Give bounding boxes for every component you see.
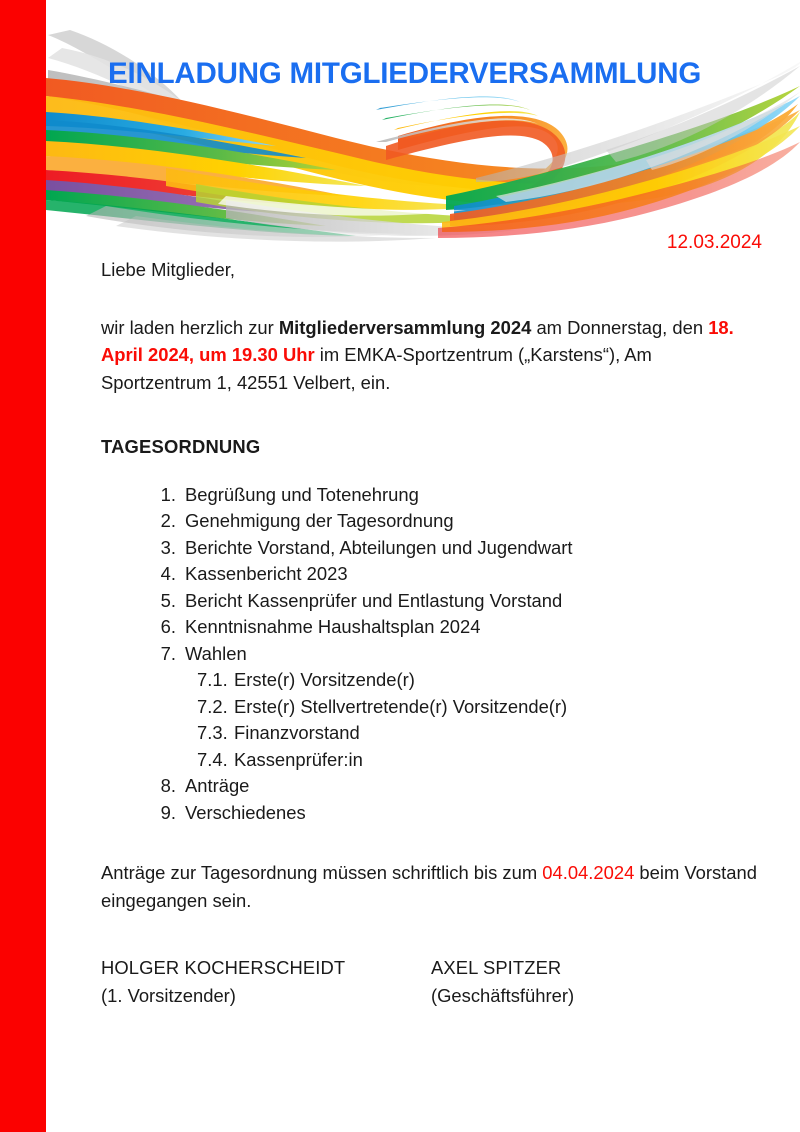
agenda-subitem-number: 7.2. xyxy=(197,695,228,717)
agenda-sublist-wahlen xyxy=(185,667,761,773)
agenda-heading: TAGESORDNUNG xyxy=(101,436,261,457)
agenda-item-number: 3. xyxy=(160,536,176,558)
agenda-subitem-label: Erste(r) Stellvertretende(r) Vorsitzende(r) xyxy=(234,695,568,717)
agenda-item-number: 9. xyxy=(160,801,176,823)
agenda-subitem xyxy=(197,720,761,747)
agenda-subitem xyxy=(197,694,761,721)
agenda-item-label: Wahlen xyxy=(185,642,247,664)
agenda-item-label: Genehmigung der Tagesordnung xyxy=(185,510,454,531)
agenda-subitem xyxy=(197,747,761,774)
invitation-paragraph xyxy=(101,314,761,397)
agenda-item xyxy=(150,614,761,641)
agenda-subitem-number: 7.1. xyxy=(197,669,228,690)
intro-text-part2: am Donnerstag, den xyxy=(531,316,709,338)
agenda-subitem xyxy=(197,667,761,694)
page-title: EINLADUNG MITGLIEDERVERSAMMLUNG xyxy=(108,57,702,90)
left-red-accent-bar xyxy=(0,0,46,1132)
agenda-subitem-number: 7.4. xyxy=(197,748,228,770)
intro-text-part1: wir laden herzlich zur xyxy=(101,316,279,338)
signature-column xyxy=(431,954,761,1009)
agenda-item-number: 7. xyxy=(160,642,176,664)
agenda-item-number: 5. xyxy=(160,589,176,611)
agenda-item-label: Berichte Vorstand, Abteilungen und Jugendwart xyxy=(185,536,573,558)
signature-column xyxy=(101,954,431,1009)
deadline-date-highlight: 04.04.2024 xyxy=(542,862,635,883)
agenda-subitem-label: Erste(r) Vorsitzende(r) xyxy=(234,669,415,690)
agenda-item-number: 4. xyxy=(160,563,176,584)
agenda-item-number: 6. xyxy=(160,616,176,637)
agenda-item-label: Begrüßung und Totenehrung xyxy=(185,483,419,505)
agenda-item-label: Verschiedenes xyxy=(185,801,306,823)
agenda-item-label: Kassenbericht 2023 xyxy=(185,563,348,584)
deadline-text-part1: Anträge zur Tagesordnung müssen schriftlich bis zum xyxy=(101,862,543,883)
agenda-subitem-number: 7.3. xyxy=(197,722,228,743)
motion-deadline-paragraph xyxy=(101,859,761,914)
signature-block xyxy=(101,954,761,1009)
agenda-item-number: 2. xyxy=(160,510,176,531)
deadline-text-part2: beim Vorstand eingegangen sein. xyxy=(101,862,757,911)
signatory-role: (1. Vorsitzender) xyxy=(101,984,236,1006)
document-date: 12.03.2024 xyxy=(666,232,762,253)
agenda-item-number: 8. xyxy=(160,775,176,796)
agenda-item xyxy=(150,641,761,774)
signatory-name: HOLGER KOCHERSCHEIDT xyxy=(101,957,346,978)
agenda-item xyxy=(150,508,761,535)
agenda-item-label: Anträge xyxy=(185,775,250,796)
salutation: Liebe Mitglieder, xyxy=(101,259,235,280)
agenda-item xyxy=(150,535,761,562)
agenda-subitem-label: Finanzvorstand xyxy=(234,722,360,743)
agenda-item-label: Bericht Kassenprüfer und Entlastung Vorstand xyxy=(185,589,563,611)
event-name-bold: Mitgliederversammlung 2024 xyxy=(278,316,532,338)
agenda-item xyxy=(150,482,761,509)
agenda-item xyxy=(150,773,761,800)
agenda-item xyxy=(150,561,761,588)
agenda-list xyxy=(101,482,761,827)
event-datetime-highlight: 18. April 2024, um 19.30 Uhr xyxy=(101,316,734,365)
colorful-swoosh-ribbon-graphic xyxy=(46,0,800,248)
agenda-item-number: 1. xyxy=(160,483,176,505)
intro-text-part3: im EMKA-Sportzentrum („Karstens“), Am Sportzentrum 1, 42551 Velbert, ein. xyxy=(101,344,652,393)
agenda-item xyxy=(150,588,761,615)
signatory-name: AXEL SPITZER xyxy=(431,957,562,978)
agenda-item-label: Kenntnisnahme Haushaltsplan 2024 xyxy=(185,616,481,637)
letter-body xyxy=(101,256,761,1009)
signatory-role: (Geschäftsführer) xyxy=(431,984,575,1006)
agenda-item xyxy=(150,800,761,827)
agenda-subitem-label: Kassenprüfer:in xyxy=(234,748,363,770)
